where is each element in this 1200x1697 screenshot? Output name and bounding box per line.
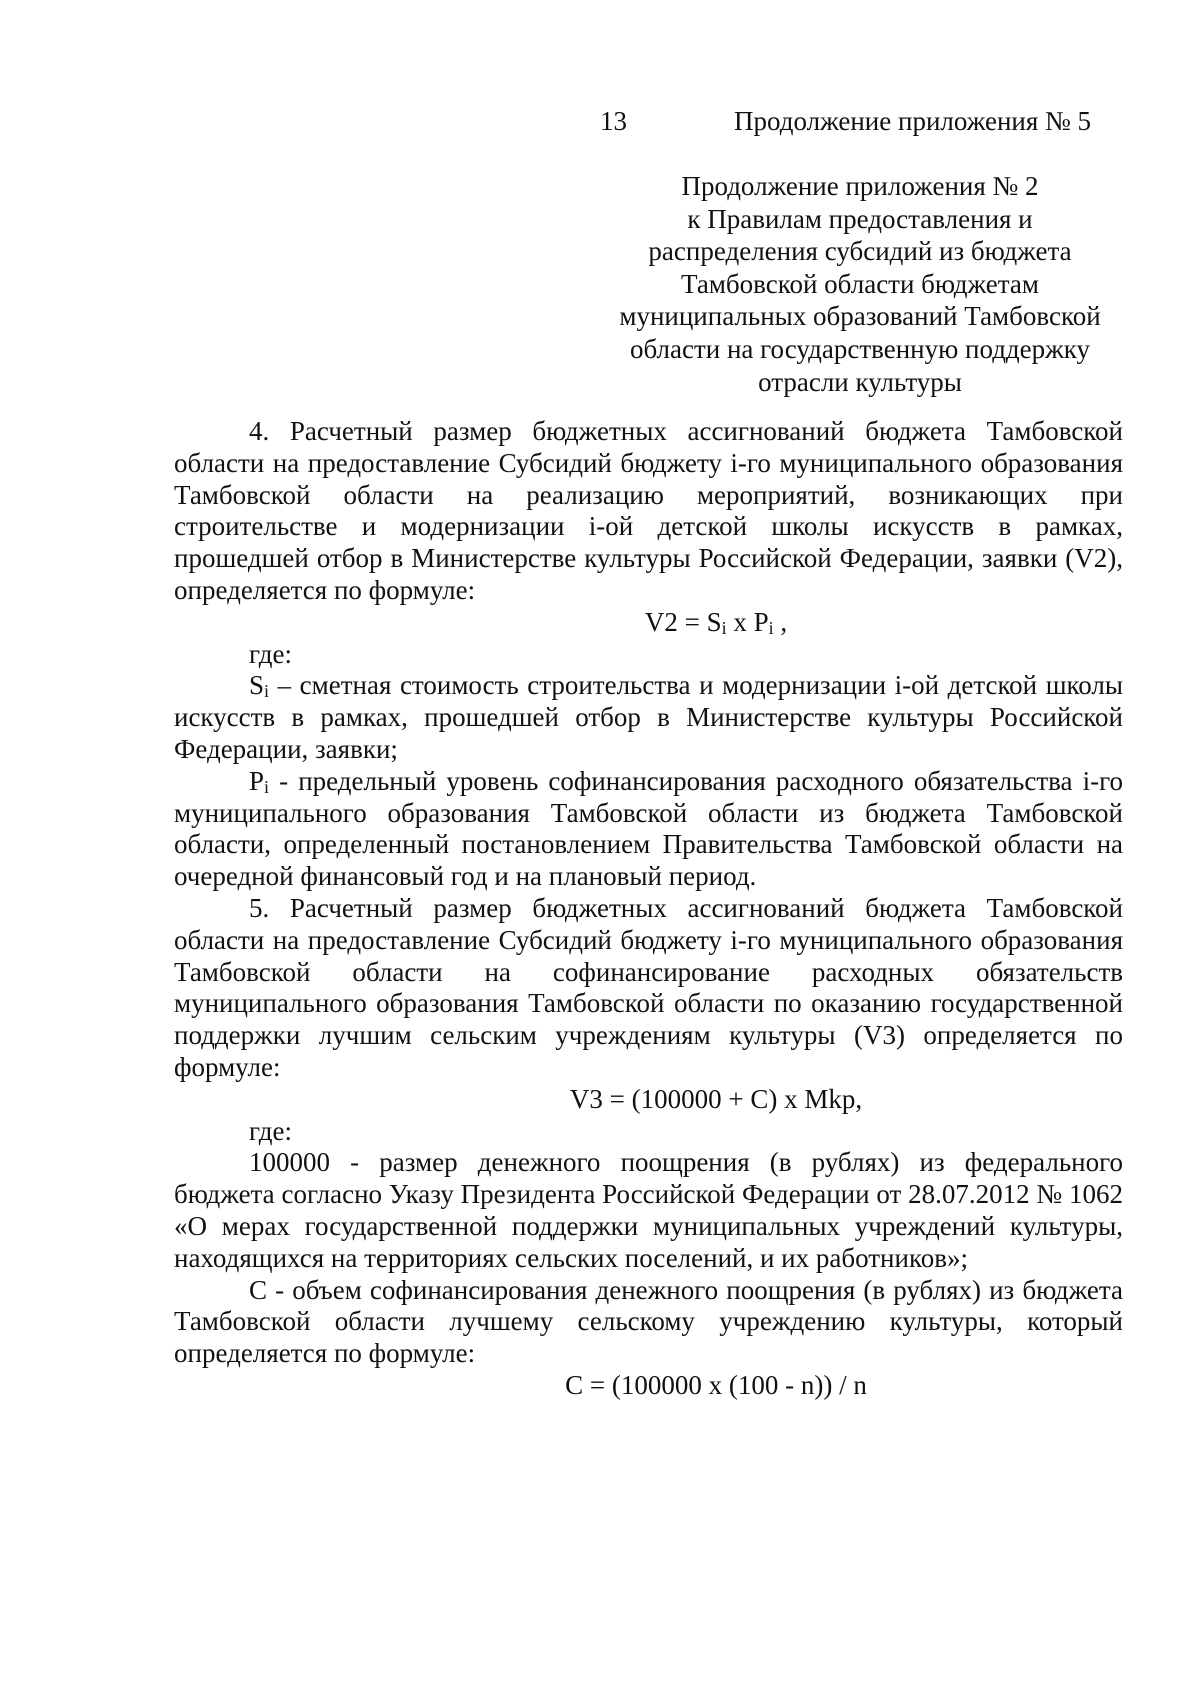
annex-line: отрасли культуры — [758, 366, 962, 397]
formula-v3: V3 = (100000 + C) x Mkp, — [569, 1083, 863, 1114]
si-symbol: S — [249, 670, 265, 701]
document-body — [174, 416, 1123, 1402]
page-number: 13 — [600, 106, 627, 136]
annex-line: Продолжение приложения № 2 — [681, 171, 1039, 201]
annex-line: области на государственную поддержку — [629, 333, 1091, 364]
formula-v2-sub-i-2: i — [768, 617, 774, 638]
where-label-1: где: — [249, 638, 292, 669]
definition-100000: 100000 - размер денежного поощрения (в рублях) из федерального бюджета согласно Указу Президента Российской Федерации от 28.07.2012 № 1062 «О мерах государственной поддержки муниципальных учреждений культуры, находящихся на территориях сельских поселений, и их работников»; — [174, 1147, 1123, 1273]
formula-v2-left: V2 = S — [644, 606, 722, 637]
si-subscript: i — [264, 681, 270, 702]
continuation-header: Продолжение приложения № 5 — [734, 106, 1092, 136]
pi-subscript: i — [264, 776, 270, 797]
pi-text: - предельный уровень софинансирования расходного обязательства i-го муниципального образования Тамбовской области из бюджета Тамбовской области, определенный постановлением Правительства Тамбовской области на очередной финансовый год и на плановый период. — [174, 765, 1123, 892]
annex-heading — [600, 170, 1120, 398]
annex-line: к Правилам предоставления и — [687, 203, 1033, 234]
formula-v2-end: , — [773, 606, 788, 637]
pi-symbol: P — [249, 765, 265, 796]
definition-si — [174, 670, 1123, 765]
formula-v2-mid: x P — [726, 606, 769, 637]
annex-line: муниципальных образований Тамбовской — [619, 301, 1101, 332]
where-label-2: где: — [249, 1115, 292, 1146]
formula-c: C = (100000 x (100 - n)) / n — [565, 1369, 867, 1400]
paragraph-4: 4. Расчетный размер бюджетных ассигнований бюджета Тамбовской области на предоставление Субсидий бюджету i-го муниципального образования Тамбовской области на реализацию мероприятий, возникающих при строительстве и модернизации i-ой детской школы искусств в рамках, прошедшей отбор в Министерстве культуры Российской Федерации, заявки (V2), определяется по формуле: — [174, 416, 1123, 605]
annex-line: распределения субсидий из бюджета — [648, 236, 1072, 267]
formula-v2-sub-i: i — [721, 617, 727, 638]
definition-c: C - объем софинансирования денежного поощрения (в рублях) из бюджета Тамбовской области лучшему сельскому учреждению культуры, который определяется по формуле: — [174, 1274, 1123, 1369]
paragraph-5: 5. Расчетный размер бюджетных ассигнований бюджета Тамбовской области на предоставление Субсидий бюджету i-го муниципального образования Тамбовской области на софинансирование расходных обязательств муниципального образования Тамбовской области по оказанию государственной поддержки лучшим сельским учреждениям культуры (V3) определяется по формуле: — [174, 892, 1123, 1082]
definition-pi — [174, 766, 1123, 893]
annex-line: Тамбовской области бюджетам — [681, 268, 1039, 299]
si-text: – сметная стоимость строительства и модернизации i-ой детской школы искусств в рамках, прошедшей отбор в Министерстве культуры Российской Федерации, заявки; — [174, 670, 1123, 764]
formula-v2 — [174, 607, 1123, 639]
